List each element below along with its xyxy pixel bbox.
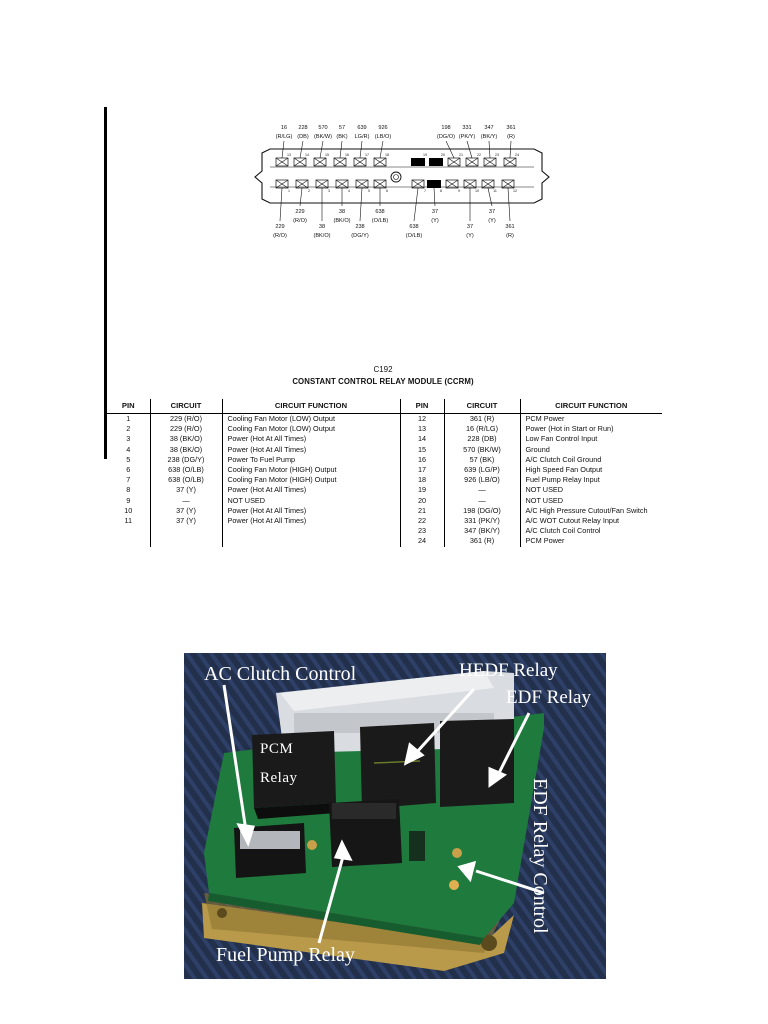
connector-diagram xyxy=(104,107,662,362)
pin-number: 17 xyxy=(365,153,369,157)
function-cell: Power (Hot At All Times) xyxy=(222,506,400,516)
pin-cell: 24 xyxy=(400,536,444,546)
wire-color: (DG/Y) xyxy=(351,233,369,239)
function-cell: Power (Hot in Start or Run) xyxy=(520,424,662,434)
header-circuit: CIRCUIT xyxy=(150,399,222,414)
circuit-cell: — xyxy=(444,496,520,506)
wire-color: (O/LB) xyxy=(371,218,389,224)
table-row xyxy=(107,536,662,546)
pin-cell: 6 xyxy=(126,465,131,475)
wire-color: (R/O) xyxy=(273,233,287,239)
pin-number: 8 xyxy=(440,189,442,193)
pin-number: 10 xyxy=(475,189,479,193)
wire-number: 638 xyxy=(375,209,385,215)
table-row xyxy=(107,485,662,495)
wire-number: 37 xyxy=(466,224,474,230)
table-row xyxy=(107,434,662,444)
pin-cell: 5 xyxy=(126,454,131,464)
pin-cavity-blocked xyxy=(411,158,425,166)
function-cell: PCM Power xyxy=(520,536,662,546)
wire-color: (R) xyxy=(506,233,514,239)
pin-cell: 20 xyxy=(400,496,444,506)
pin-cavity-blocked xyxy=(427,180,441,188)
function-cell: Ground xyxy=(520,445,662,455)
circuit-cell: 361 (R) xyxy=(444,414,520,425)
circuit-cell: 229 (R/O) xyxy=(150,414,222,425)
pin-number: 2 xyxy=(308,189,310,193)
wire-color: (Y) xyxy=(466,233,474,239)
function-cell xyxy=(222,536,400,546)
pin-number: 1 xyxy=(288,189,290,193)
pin-cell: 18 xyxy=(400,475,444,485)
pin-number: 15 xyxy=(325,153,329,157)
wire-color: (PK/Y) xyxy=(458,134,476,140)
wire-number: 570 xyxy=(318,125,328,131)
wire-number: 37 xyxy=(488,209,496,215)
function-cell: NOT USED xyxy=(222,496,400,506)
wire-color: LG/R) xyxy=(354,134,370,140)
circuit-cell: 570 (BK/W) xyxy=(444,445,520,455)
table-row xyxy=(107,445,662,455)
pin-number: 21 xyxy=(459,153,463,157)
wire-color: (DG/O) xyxy=(436,134,456,140)
wire-number: 38 xyxy=(338,209,346,215)
pin-cell: 14 xyxy=(400,434,444,444)
module-photo xyxy=(184,653,606,979)
table-row xyxy=(107,414,662,425)
header-function: CIRCUIT FUNCTION xyxy=(222,399,400,414)
connector-key-hole xyxy=(391,172,401,182)
pin-cell: 22 xyxy=(400,516,444,526)
pin-number: 23 xyxy=(495,153,499,157)
circuit-cell: 198 (DG/O) xyxy=(444,506,520,516)
fuel-pump-relay-label: Fuel Pump Relay xyxy=(216,944,355,966)
wire-color: (BK/O) xyxy=(313,233,331,239)
pin-cell: 7 xyxy=(126,475,131,485)
wire-number: 238 xyxy=(355,224,365,230)
circuit-cell: 638 (O/LB) xyxy=(150,465,222,475)
pin-number: 13 xyxy=(287,153,291,157)
table-row xyxy=(107,516,662,526)
pin-cell: 8 xyxy=(126,485,131,495)
pcm-relay-text: PCM xyxy=(260,741,294,757)
wire-leader xyxy=(508,188,510,221)
pin-number: 4 xyxy=(348,189,350,193)
table-row xyxy=(107,475,662,485)
pin-cell xyxy=(107,526,150,536)
wire-color: (BK) xyxy=(336,134,348,140)
header-circuit: CIRCUIT xyxy=(444,399,520,414)
circuit-cell: 37 (Y) xyxy=(150,485,222,495)
edf-relay-label: EDF Relay xyxy=(506,687,591,708)
pin-number: 16 xyxy=(345,153,349,157)
function-cell: Cooling Fan Motor (LOW) Output xyxy=(222,414,400,425)
pin-cell: 4 xyxy=(126,444,131,454)
wire-number: 229 xyxy=(295,209,305,215)
pin-number: 12 xyxy=(513,189,517,193)
function-cell: Cooling Fan Motor (HIGH) Output xyxy=(222,475,400,485)
pin-table-body xyxy=(107,414,662,547)
pin-number: 3 xyxy=(328,189,330,193)
hedf-relay-label: HEDF Relay xyxy=(459,660,558,681)
circuit-cell: 38 (BK/O) xyxy=(150,434,222,444)
wire-color: (Y) xyxy=(488,218,496,224)
circuit-cell: — xyxy=(150,496,222,506)
function-cell: A/C Clutch Coil Control xyxy=(520,526,662,536)
pcm-relay-text: Relay xyxy=(260,770,298,786)
function-cell xyxy=(222,526,400,536)
pin-cell: 16 xyxy=(400,455,444,465)
wire-color: (R/LG) xyxy=(275,134,293,140)
circuit-cell: 38 (BK/O) xyxy=(150,445,222,455)
wire-number: 16 xyxy=(280,125,288,131)
circuit-cell: 638 (O/LB) xyxy=(150,475,222,485)
pin-cavity-blocked xyxy=(429,158,443,166)
pin-cell xyxy=(107,536,150,546)
circuit-cell xyxy=(150,526,222,536)
pin-cell: 12 xyxy=(400,414,444,425)
pin-number: 19 xyxy=(423,153,427,157)
circuit-cell: 37 (Y) xyxy=(150,506,222,516)
pin-number: 20 xyxy=(441,153,445,157)
circuit-cell: — xyxy=(444,485,520,495)
table-row xyxy=(107,465,662,475)
wire-color: (R/O) xyxy=(293,218,307,224)
ac-clutch-control-label: AC Clutch Control xyxy=(204,663,357,685)
table-row xyxy=(107,496,662,506)
pin-number: 24 xyxy=(515,153,519,157)
pin-number: 11 xyxy=(493,189,497,193)
table-row xyxy=(107,526,662,536)
table-row xyxy=(107,455,662,465)
circuit-cell: 57 (BK) xyxy=(444,455,520,465)
wire-number: 361 xyxy=(506,125,516,131)
pin-cell: 21 xyxy=(400,506,444,516)
wire-number: 347 xyxy=(484,125,494,131)
pin-cell: 13 xyxy=(400,424,444,434)
pin-number: 5 xyxy=(368,189,370,193)
pin-number: 22 xyxy=(477,153,481,157)
pin-cell: 15 xyxy=(400,445,444,455)
function-cell: Fuel Pump Relay Input xyxy=(520,475,662,485)
pin-number: 9 xyxy=(458,189,460,193)
module-title: CONSTANT CONTROL RELAY MODULE (CCRM) xyxy=(292,377,474,386)
wire-number: 639 xyxy=(357,125,367,131)
pin-number: 6 xyxy=(386,189,388,193)
function-cell: Low Fan Control Input xyxy=(520,434,662,444)
function-cell: A/C WOT Cutout Relay Input xyxy=(520,516,662,526)
wire-number: 926 xyxy=(378,125,388,131)
edf-relay-control-label: EDF Relay Control xyxy=(529,778,551,934)
wire-number: 229 xyxy=(275,224,285,230)
function-cell: NOT USED xyxy=(520,496,662,506)
pinout-figure xyxy=(104,107,662,546)
function-cell: NOT USED xyxy=(520,485,662,495)
wire-number: 57 xyxy=(338,125,346,131)
pin-cell: 23 xyxy=(400,526,444,536)
circuit-cell xyxy=(150,536,222,546)
function-cell: Power To Fuel Pump xyxy=(222,455,400,465)
circuit-cell: 238 (DG/Y) xyxy=(150,455,222,465)
hedf-relay xyxy=(360,723,436,809)
function-cell: Power (Hot At All Times) xyxy=(222,434,400,444)
connector-outline xyxy=(255,149,549,203)
wire-leader xyxy=(414,188,418,221)
function-cell: High Speed Fan Output xyxy=(520,465,662,475)
wire-color: (BK/W) xyxy=(313,134,333,140)
circuit-cell: 639 (LG/P) xyxy=(444,465,520,475)
circuit-cell: 16 (R/LG) xyxy=(444,424,520,434)
function-cell: A/C High Pressure Cutout/Fan Switch xyxy=(520,506,662,516)
connector-id: C192 xyxy=(373,365,393,374)
wire-number: 331 xyxy=(462,125,472,131)
wire-number: 361 xyxy=(505,224,515,230)
wire-number: 198 xyxy=(441,125,451,131)
connector-key-hole xyxy=(394,175,399,180)
pin-cell: 2 xyxy=(126,424,131,434)
circuit-cell: 347 (BK/Y) xyxy=(444,526,520,536)
header-function: CIRCUIT FUNCTION xyxy=(520,399,662,414)
wire-color: (BK/O) xyxy=(333,218,351,224)
wire-leader xyxy=(360,188,362,221)
wire-number: 638 xyxy=(409,224,419,230)
function-cell: PCM Power xyxy=(520,414,662,425)
circuit-cell: 331 (PK/Y) xyxy=(444,516,520,526)
pin-number: 14 xyxy=(305,153,309,157)
circuit-cell: 926 (LB/O) xyxy=(444,475,520,485)
pin-cell: 19 xyxy=(400,485,444,495)
wire-color: (O/LB) xyxy=(405,233,423,239)
circuit-cell: 229 (R/O) xyxy=(150,424,222,434)
pin-cell: 9 xyxy=(126,495,131,505)
function-cell: A/C Clutch Coil Ground xyxy=(520,455,662,465)
function-cell: Cooling Fan Motor (LOW) Output xyxy=(222,424,400,434)
pin-number: 7 xyxy=(424,189,426,193)
wire-color: (Y) xyxy=(431,218,439,224)
wire-leader xyxy=(280,188,282,221)
function-cell: Power (Hot At All Times) xyxy=(222,445,400,455)
pin-table xyxy=(107,399,662,547)
pin-cell: 1 xyxy=(126,414,131,423)
wire-number: 38 xyxy=(318,224,326,230)
function-cell: Power (Hot At All Times) xyxy=(222,516,400,526)
pin-cell: 17 xyxy=(400,465,444,475)
pin-cell: 3 xyxy=(126,434,131,444)
circuit-cell: 228 (DB) xyxy=(444,434,520,444)
pin-cell: 10 xyxy=(124,505,133,515)
wire-color: (BK/Y) xyxy=(480,134,498,140)
pin-cell: 11 xyxy=(124,516,133,526)
pin-number: 18 xyxy=(385,153,389,157)
table-header-row xyxy=(107,399,662,414)
circuit-cell: 37 (Y) xyxy=(150,516,222,526)
function-cell: Cooling Fan Motor (HIGH) Output xyxy=(222,465,400,475)
function-cell: Power (Hot At All Times) xyxy=(222,485,400,495)
table-row xyxy=(107,424,662,434)
wire-number: 37 xyxy=(431,209,439,215)
header-pin: PIN xyxy=(400,399,444,414)
circuit-cell: 361 (R) xyxy=(444,536,520,546)
wire-color: (DB) xyxy=(297,134,309,140)
wire-color: (LB/O) xyxy=(374,134,392,140)
table-row xyxy=(107,506,662,516)
wire-color: (R) xyxy=(507,134,515,140)
header-pin: PIN xyxy=(107,399,150,414)
wire-number: 228 xyxy=(298,125,308,131)
